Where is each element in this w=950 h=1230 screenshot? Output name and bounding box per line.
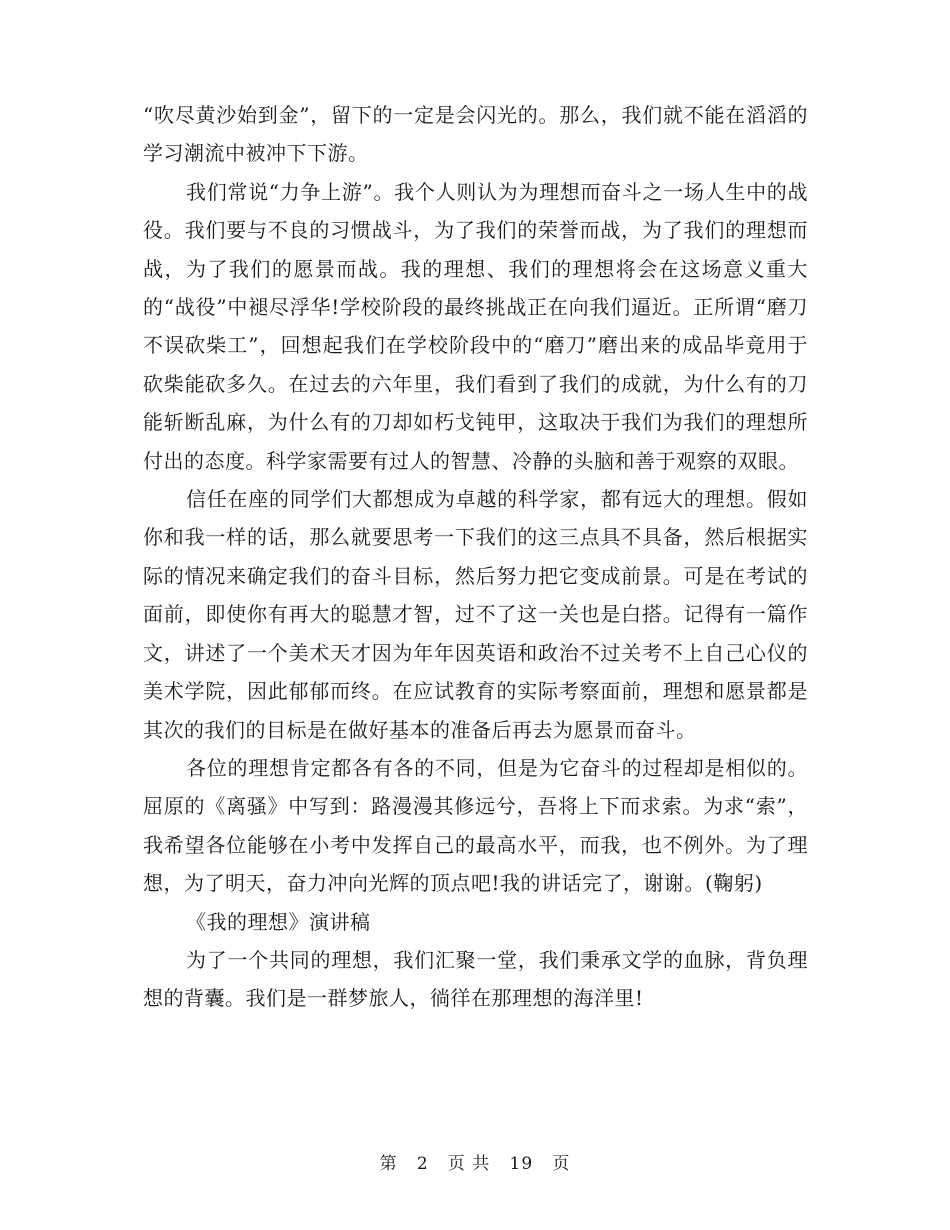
paragraph-4: 各位的理想肯定都各有各的不同，但是为它奋斗的过程却是相似的。屈原的《离骚》中写到：路漫漫其修远兮，吾将上下而求索。为求“索”，我希望各位能够在小考中发挥自己的最高水平，而我，也不例外。为了理想，为了明天，奋力冲向光辉的顶点吧!我的讲话完了，谢谢。(鞠躬) (143, 755, 808, 896)
paragraph-2: 我们常说“力争上游”。我个人则认为为理想而奋斗之一场人生中的战役。我们要与不良的习惯战斗，为了我们的荣誉而战，为了我们的理想而战，为了我们的愿景而战。我的理想、我们的理想将会在这场意义重大的“战役”中褪尽浮华!学校阶段的最终挑战正在向我们逼近。正所谓“磨刀不误砍柴工”，回想起我们在学校阶段中的“磨刀”磨出来的成品毕竟用于砍柴能砍多久。在过去的六年里，我们看到了我们的成就，为什么有的刀能斩断乱麻，为什么有的刀却如朽戈钝甲，这取决于我们为我们的理想所付出的态度。科学家需要有过人的智慧、冷静的头脑和善于观察的双眼。 (143, 179, 808, 473)
footer-middle: 页 共 (447, 1154, 491, 1174)
footer-prefix: 第 (379, 1154, 398, 1174)
footer-total-pages: 19 (509, 1154, 534, 1174)
paragraph-1: “吹尽黄沙始到金”，留下的一定是会闪光的。那么，我们就不能在滔滔的学习潮流中被冲下下游。 (143, 103, 808, 166)
page-footer (0, 1152, 950, 1176)
paragraph-5: 为了一个共同的理想，我们汇聚一堂，我们秉承文学的血脉，背负理想的背囊。我们是一群梦旅人，徜徉在那理想的海洋里! (143, 947, 808, 1011)
document-body (143, 96, 808, 1018)
footer-suffix: 页 (552, 1154, 571, 1174)
section-title: 《我的理想》演讲稿 (186, 909, 371, 934)
paragraph-3: 信任在座的同学们大都想成为卓越的科学家，都有远大的理想。假如你和我一样的话，那么就要思考一下我们的这三点具不具备，然后根据实际的情况来确定我们的奋斗目标，然后努力把它变成前景。可是在考试的面前，即使你有再大的聪慧才智，过不了这一关也是白搭。记得有一篇作文，讲述了一个美术天才因为年年因英语和政治不过关考不上自己心仪的美术学院，因此郁郁而终。在应试教育的实际考察面前，理想和愿景都是其次的我们的目标是在做好基本的准备后再去为愿景而奋斗。 (143, 487, 808, 742)
footer-current-page: 2 (416, 1154, 429, 1174)
